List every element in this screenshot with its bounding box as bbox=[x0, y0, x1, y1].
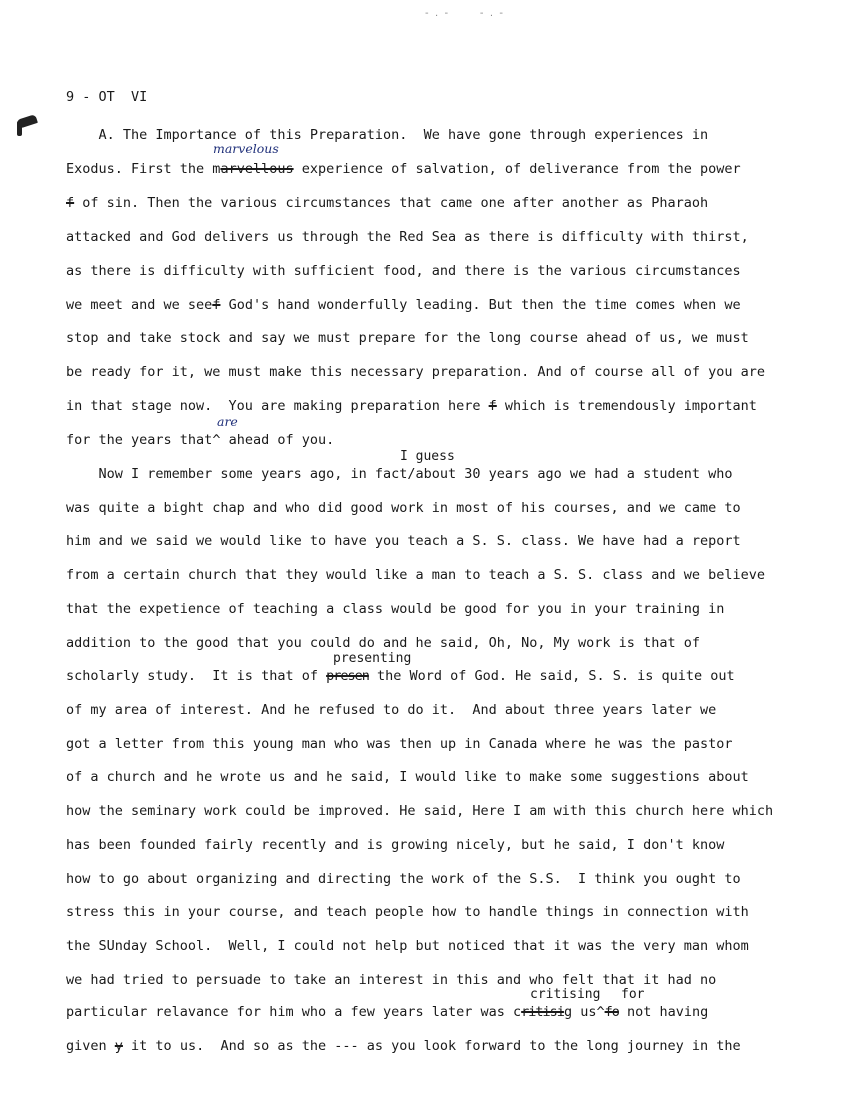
scan-specks: - . - - . - bbox=[425, 8, 504, 19]
text-line: for the years that^ ahead of you. bbox=[66, 432, 335, 448]
text-line: we meet and we seef God's hand wonderfully leading. But then the time comes when we bbox=[66, 297, 741, 313]
struck-text: y bbox=[114, 1038, 123, 1054]
struck-text: f bbox=[212, 297, 221, 313]
text-line: as there is difficulty with sufficient food, and there is the various circumstances bbox=[66, 263, 741, 279]
text-line: Exodus. First the marvellous experience of salvation, of deliverance from the power bbox=[66, 161, 741, 177]
struck-text: f bbox=[66, 195, 75, 211]
text-line: stop and take stock and say we must prepare for the long course ahead of us, we must bbox=[66, 330, 749, 346]
text-line: f of sin. Then the various circumstances that came one after another as Pharaoh bbox=[66, 195, 709, 211]
text-line: be ready for it, we must make this necessary preparation. And of course all of you are bbox=[66, 364, 765, 380]
text-line: attacked and God delivers us through the Red Sea as there is difficulty with thirst, bbox=[66, 229, 749, 245]
text-line: particular relavance for him who a few years later was critisig us^fo not having bbox=[66, 1004, 709, 1020]
typed-insertion: critising bbox=[530, 987, 601, 1002]
text-line: was quite a bight chap and who did good work in most of his courses, and we came to bbox=[66, 500, 741, 516]
text-line: Now I remember some years ago, in fact/about 30 years ago we had a student who bbox=[66, 466, 733, 482]
text-line: that the expetience of teaching a class would be good for you in your training in bbox=[66, 601, 725, 617]
struck-text: arvellous bbox=[220, 161, 294, 177]
caret-mark: ^ bbox=[596, 1004, 605, 1020]
text-line: how the seminary work could be improved. He said, Here I am with this church here which bbox=[66, 803, 774, 819]
text-line: in that stage now. You are making preparation here f which is tremendously important bbox=[66, 398, 757, 414]
text-line: how to go about organizing and directing the work of the S.S. I think you ought to bbox=[66, 871, 741, 887]
text-line: got a letter from this young man who was then up in Canada where he was the pastor bbox=[66, 736, 733, 752]
text-line: the SUnday School. Well, I could not help but noticed that it was the very man whom bbox=[66, 938, 749, 954]
struck-text: presen bbox=[326, 668, 369, 684]
struck-text: f bbox=[488, 398, 497, 414]
margin-mark-tail bbox=[17, 121, 22, 136]
handwritten-insertion: marvelous bbox=[213, 141, 279, 156]
text-line: of my area of interest. And he refused to do it. And about three years later we bbox=[66, 702, 717, 718]
text-line: of a church and he wrote us and he said, I would like to make some suggestions about bbox=[66, 769, 749, 785]
handwritten-insertion: are bbox=[217, 414, 238, 429]
text-line: has been founded fairly recently and is growing nicely, but he said, I don't know bbox=[66, 837, 725, 853]
typed-insertion: presenting bbox=[333, 651, 412, 666]
text-line: stress this in your course, and teach people how to handle things in connection with bbox=[66, 904, 749, 920]
text-line: from a certain church that they would like a man to teach a S. S. class and we believe bbox=[66, 567, 765, 583]
text-line: A. The Importance of this Preparation. We have gone through experiences in bbox=[66, 127, 709, 143]
text-line: scholarly study. It is that of presen the Word of God. He said, S. S. is quite out bbox=[66, 668, 735, 684]
page-reference: 9 - OT VI bbox=[66, 89, 148, 105]
struck-text: fo bbox=[604, 1004, 619, 1020]
typed-insertion: I guess bbox=[400, 449, 455, 464]
typed-insertion: for bbox=[621, 987, 645, 1002]
text-line: addition to the good that you could do and he said, Oh, No, My work is that of bbox=[66, 635, 700, 651]
caret-mark: ^ bbox=[212, 432, 221, 448]
text-line: we had tried to persuade to take an interest in this and who felt that it had no bbox=[66, 972, 717, 988]
text-line: him and we said we would like to have you teach a S. S. class. We have had a report bbox=[66, 533, 741, 549]
struck-text: ritisi bbox=[521, 1004, 564, 1020]
text-line: given y it to us. And so as the --- as you look forward to the long journey in the bbox=[66, 1038, 741, 1054]
